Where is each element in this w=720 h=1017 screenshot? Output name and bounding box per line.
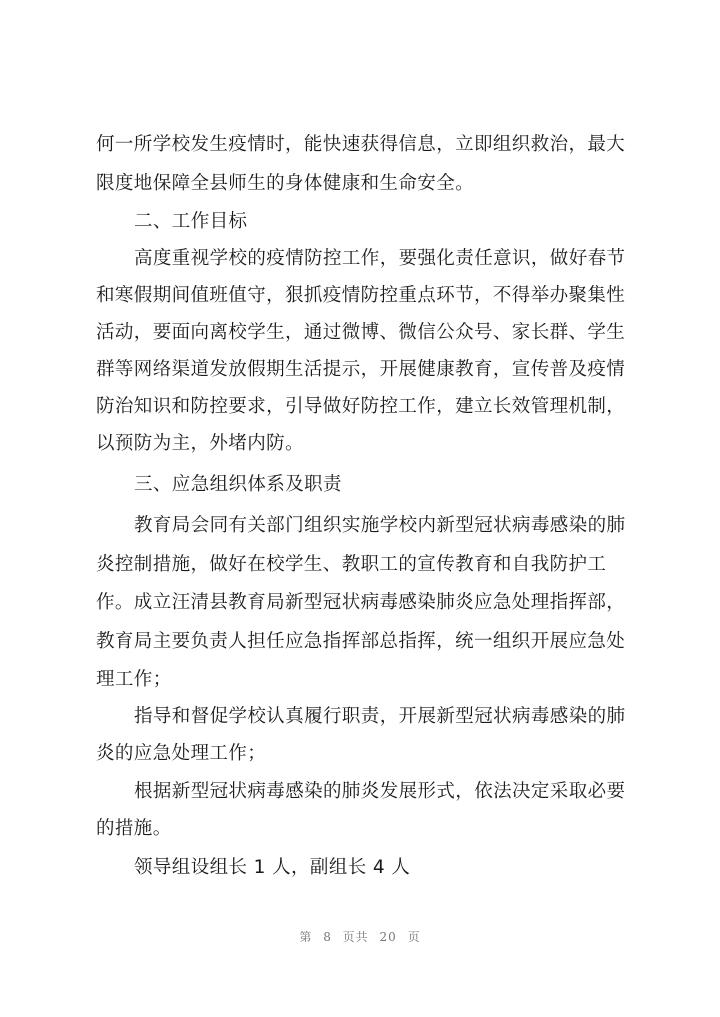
page-number-footer [0, 928, 720, 945]
section-heading: 三、应急组织体系及职责 [134, 474, 342, 495]
paragraph-first-line: 教育局会同有关部门组织实施学校内新型冠状病毒感染的肺 [134, 515, 626, 536]
current-page-number: 8 [323, 930, 332, 944]
text-line: 教育局主要负责人担任应急指挥部总指挥，统一组织开展应急处 [96, 631, 626, 652]
text-line: 以预防为主，外堵内防。 [96, 433, 304, 454]
text-line: 理工作； [96, 669, 172, 690]
text-line: 作。成立汪清县教育局新型冠状病毒感染肺炎应急处理指挥部， [96, 592, 626, 613]
text-line: 何一所学校发生疫情时，能快速获得信息，立即组织救治，最大 [96, 134, 626, 155]
footer-middle: 页共 [342, 930, 369, 944]
text-line: 炎的应急处理工作； [96, 743, 267, 764]
text-line: 炎控制措施，做好在校学生、教职工的宣传教育和自我防护工 [96, 554, 607, 575]
paragraph-first-line: 高度重视学校的疫情防控工作，要强化责任意识，做好春节 [134, 248, 626, 269]
paragraph-first-line: 根据新型冠状病毒感染的肺炎发展形式，依法决定采取必要 [134, 781, 626, 802]
total-pages-number: 20 [379, 930, 397, 944]
section-heading: 二、工作目标 [134, 211, 248, 232]
text-line: 防治知识和防控要求，引导做好防控工作，建立长效管理机制， [96, 396, 626, 417]
paragraph-first-line: 指导和督促学校认真履行职责，开展新型冠状病毒感染的肺 [134, 706, 626, 727]
text-line: 和寒假期间值班值守，狠抓疫情防控重点环节，不得举办聚集性 [96, 285, 626, 306]
footer-suffix: 页 [407, 930, 421, 944]
text-line: 活动，要面向离校学生，通过微博、微信公众号、家长群、学生 [96, 322, 626, 343]
text-line: 限度地保障全县师生的身体健康和生命安全。 [96, 173, 475, 194]
text-line: 群等网络渠道发放假期生活提示，开展健康教育，宣传普及疫情 [96, 359, 626, 380]
text-line: 的措施。 [96, 818, 172, 839]
footer-prefix: 第 [299, 930, 313, 944]
paragraph-first-line: 领导组设组长 1 人，副组长 4 人 [134, 857, 411, 878]
